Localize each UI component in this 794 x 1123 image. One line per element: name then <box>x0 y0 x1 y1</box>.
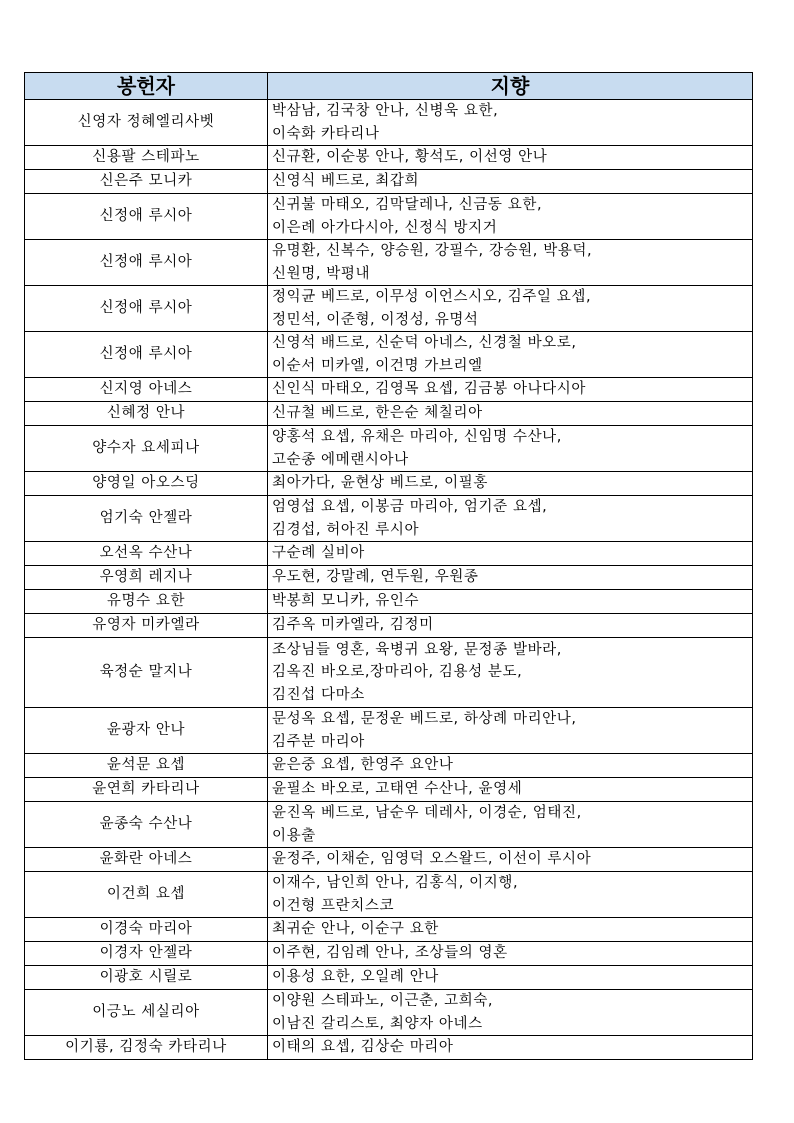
donor-cell: 신은주 모니카 <box>25 170 268 194</box>
table-header-row <box>25 73 753 100</box>
donor-cell: 신정애 루시아 <box>25 332 268 378</box>
donor-cell: 오선옥 수산나 <box>25 542 268 566</box>
table-row <box>25 872 753 918</box>
intention-line: 이태의 요셉, 김상순 마리아 <box>272 1039 454 1056</box>
donor-cell: 이광호 시릴로 <box>25 966 268 990</box>
intention-cell <box>268 542 753 566</box>
intention-line: 신영식 베드로, 최갑희 <box>272 173 420 190</box>
intention-line: 문성옥 요셉, 문정운 베드로, 하상례 마리안나, <box>272 711 577 728</box>
table-row <box>25 496 753 542</box>
intention-cell <box>268 378 753 402</box>
intention-cell <box>268 942 753 966</box>
table-row <box>25 566 753 590</box>
table-row <box>25 194 753 240</box>
donor-cell: 이기룡, 김정숙 카타리나 <box>25 1036 268 1060</box>
table-row <box>25 802 753 848</box>
donor-cell: 신정애 루시아 <box>25 286 268 332</box>
table-row <box>25 378 753 402</box>
table-row <box>25 638 753 708</box>
intention-cell <box>268 990 753 1036</box>
intention-line: 박삼남, 김국창 안나, 신병욱 요한, <box>272 103 499 120</box>
header-donor: 봉헌자 <box>25 73 268 100</box>
intention-line: 이은례 아가다시아, 신정식 방지거 <box>272 219 498 236</box>
intention-line: 이순서 미카엘, 이건명 가브리엘 <box>272 357 483 374</box>
table-row <box>25 778 753 802</box>
intention-cell <box>268 778 753 802</box>
intention-line: 이용성 요한, 오일례 안나 <box>272 969 439 986</box>
donor-cell: 양영일 아오스딩 <box>25 472 268 496</box>
intention-line: 신원명, 박평내 <box>272 265 371 282</box>
intention-cell <box>268 638 753 708</box>
table-row <box>25 472 753 496</box>
table-row <box>25 426 753 472</box>
intention-cell <box>268 332 753 378</box>
donor-cell: 이경자 안젤라 <box>25 942 268 966</box>
intention-cell <box>268 146 753 170</box>
donor-cell: 윤종숙 수산나 <box>25 802 268 848</box>
intention-line: 신영석 배드로, 신순덕 아네스, 신경철 바오로, <box>272 335 577 352</box>
table-body <box>25 100 753 1060</box>
intention-cell <box>268 496 753 542</box>
intention-line: 신규철 베드로, 한은순 체칠리아 <box>272 405 483 422</box>
table-row <box>25 402 753 426</box>
intention-line: 정민석, 이준형, 이정성, 유명석 <box>272 311 479 328</box>
table-row <box>25 240 753 286</box>
intention-line: 윤은중 요셉, 한영주 요안나 <box>272 757 454 774</box>
intention-cell <box>268 966 753 990</box>
intention-line: 최귀순 안나, 이순구 요한 <box>272 921 439 938</box>
table-row <box>25 942 753 966</box>
intention-cell <box>268 708 753 754</box>
intention-cell <box>268 590 753 614</box>
intention-line: 이주현, 김임례 안나, 조상들의 영혼 <box>272 945 508 962</box>
intention-line: 구순례 실비아 <box>272 545 365 562</box>
donor-cell: 육정순 말지나 <box>25 638 268 708</box>
table-row <box>25 100 753 146</box>
table-row <box>25 146 753 170</box>
intention-cell <box>268 802 753 848</box>
table-row <box>25 590 753 614</box>
intention-line: 엄영섭 요셉, 이봉금 마리아, 엄기준 요셉, <box>272 499 548 516</box>
donor-cell: 윤석문 요셉 <box>25 754 268 778</box>
table-row <box>25 332 753 378</box>
table-row <box>25 708 753 754</box>
donor-cell: 신정애 루시아 <box>25 194 268 240</box>
intention-line: 윤필소 바오로, 고태연 수산나, 윤영세 <box>272 781 523 798</box>
intention-line: 신귀불 마태오, 김막달레나, 신금동 요한, <box>272 197 543 214</box>
table-row <box>25 848 753 872</box>
donor-cell: 신정애 루시아 <box>25 240 268 286</box>
donor-cell: 양수자 요세피나 <box>25 426 268 472</box>
intention-line: 김주분 마리아 <box>272 733 365 750</box>
intention-line: 신인식 마태오, 김영목 요셉, 김금봉 아나다시아 <box>272 381 586 398</box>
intention-cell <box>268 472 753 496</box>
intention-line: 박봉희 모니카, 유인수 <box>272 593 420 610</box>
intention-line: 이용출 <box>272 827 316 844</box>
intention-line: 조상님들 영혼, 육병귀 요왕, 문정종 발바라, <box>272 641 562 658</box>
intention-cell <box>268 614 753 638</box>
intention-cell <box>268 566 753 590</box>
intention-cell <box>268 170 753 194</box>
donation-table <box>24 72 753 1060</box>
intention-cell <box>268 848 753 872</box>
intention-line: 김경섭, 허아진 루시아 <box>272 521 420 538</box>
donor-cell: 신영자 정혜엘리사벳 <box>25 100 268 146</box>
intention-line: 정익균 베드로, 이무성 이언스시오, 김주일 요셉, <box>272 289 592 306</box>
intention-line: 최아가다, 윤현상 베드로, 이필홍 <box>272 475 488 492</box>
intention-line: 유명환, 신복수, 양승원, 강필수, 강승원, 박용덕, <box>272 243 593 260</box>
intention-cell <box>268 754 753 778</box>
intention-cell <box>268 240 753 286</box>
donor-cell: 신용팔 스테파노 <box>25 146 268 170</box>
intention-line: 고순종 에메랜시아나 <box>272 451 409 468</box>
intention-cell <box>268 402 753 426</box>
intention-cell <box>268 872 753 918</box>
intention-line: 김옥진 바오로,장마리아, 김용성 분도, <box>272 664 523 681</box>
intention-line: 윤정주, 이채순, 임영덕 오스왈드, 이선이 루시아 <box>272 851 592 868</box>
table-row <box>25 966 753 990</box>
donor-cell: 유영자 미카엘라 <box>25 614 268 638</box>
donor-cell: 유명수 요한 <box>25 590 268 614</box>
table-row <box>25 614 753 638</box>
header-intention: 지향 <box>268 73 753 100</box>
donor-cell: 우영희 레지나 <box>25 566 268 590</box>
intention-line: 윤진옥 베드로, 남순우 데레사, 이경순, 엄태진, <box>272 805 582 822</box>
intention-line: 양홍석 요셉, 유채은 마리아, 신임명 수산나, <box>272 429 562 446</box>
table-row <box>25 990 753 1036</box>
intention-cell <box>268 918 753 942</box>
intention-cell <box>268 194 753 240</box>
donor-cell: 윤광자 안나 <box>25 708 268 754</box>
table-row <box>25 918 753 942</box>
intention-line: 이숙화 카타리나 <box>272 125 380 142</box>
intention-cell <box>268 1036 753 1060</box>
table-row <box>25 286 753 332</box>
intention-line: 이남진 갈리스토, 최양자 아네스 <box>272 1015 483 1032</box>
intention-line: 신규환, 이순봉 안나, 황석도, 이선영 안나 <box>272 149 548 166</box>
intention-line: 우도현, 강말례, 연두원, 우원종 <box>272 569 479 586</box>
donor-cell: 이경숙 마리아 <box>25 918 268 942</box>
donor-cell: 윤화란 아네스 <box>25 848 268 872</box>
intention-line: 이건형 프란치스코 <box>272 897 395 914</box>
donor-cell: 엄기숙 안젤라 <box>25 496 268 542</box>
donor-cell: 신혜정 안나 <box>25 402 268 426</box>
table-row <box>25 1036 753 1060</box>
intention-cell <box>268 426 753 472</box>
intention-line: 김진섭 다마소 <box>272 686 365 703</box>
donor-cell: 이건희 요셉 <box>25 872 268 918</box>
donor-cell: 신지영 아네스 <box>25 378 268 402</box>
intention-line: 이재수, 남인희 안나, 김홍식, 이지행, <box>272 875 519 892</box>
donor-cell: 윤연희 카타리나 <box>25 778 268 802</box>
intention-cell <box>268 286 753 332</box>
intention-line: 김주옥 미카엘라, 김정미 <box>272 617 434 634</box>
table-row <box>25 542 753 566</box>
table-row <box>25 754 753 778</box>
intention-line: 이양원 스테파노, 이근춘, 고희숙, <box>272 993 494 1010</box>
intention-cell <box>268 100 753 146</box>
donor-cell: 이긍노 세실리아 <box>25 990 268 1036</box>
table-row <box>25 170 753 194</box>
